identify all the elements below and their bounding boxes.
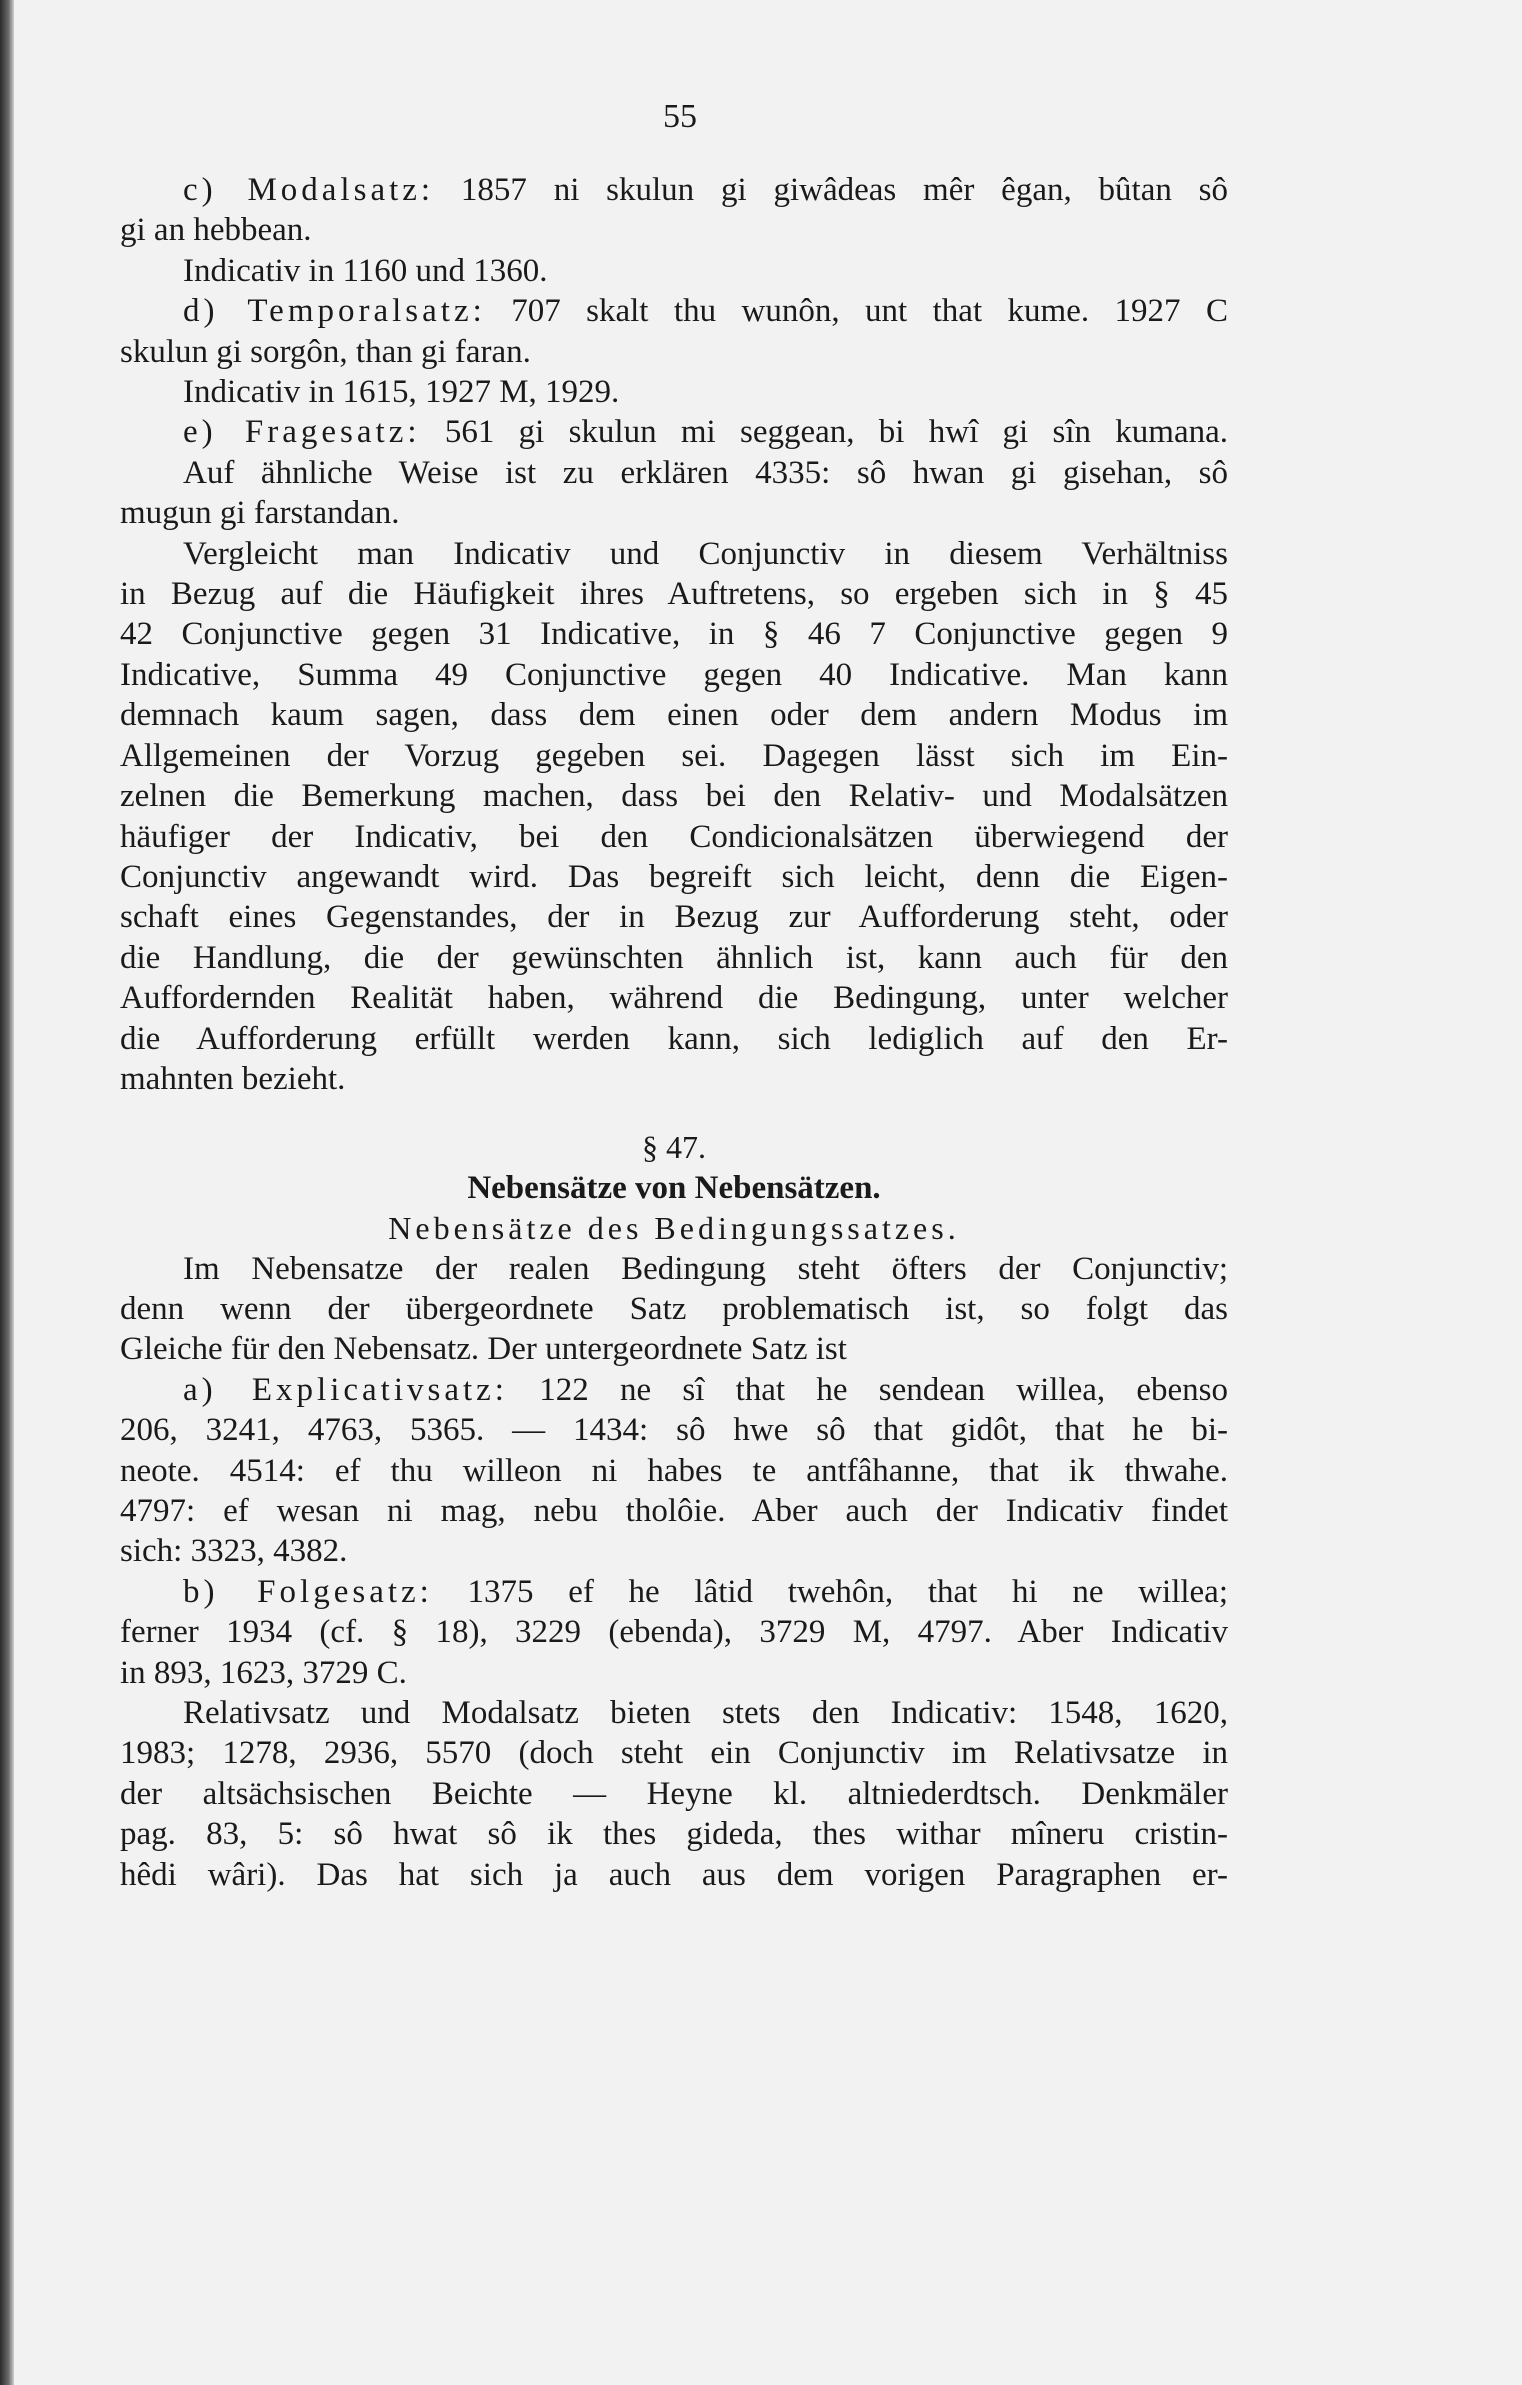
- text-line: Auf ähnliche Weise ist zu erklären 4335: sô hwan gi gisehan, sô: [183, 454, 1228, 491]
- text-line: mugun gi farstandan.: [120, 495, 400, 532]
- text-line: in 893, 1623, 3729 C.: [120, 1654, 407, 1691]
- text-line: demnach kaum sagen, dass dem einen oder dem andern Modus im: [120, 697, 1228, 734]
- text-line: Indicative, Summa 49 Conjunctive gegen 40 Indicative. Man kann: [120, 656, 1228, 693]
- text-line: denn wenn der übergeordnete Satz problematisch ist, so folgt das: [120, 1290, 1228, 1327]
- modalsatz-label: c) Modalsatz:: [183, 172, 435, 208]
- text-line: Vergleicht man Indicativ und Conjunctiv in diesem Verhältniss: [183, 535, 1228, 572]
- text-line: ferner 1934 (cf. § 18), 3229 (ebenda), 3729 M, 4797. Aber Indicativ: [120, 1614, 1228, 1651]
- text-line: häufiger der Indicativ, bei den Condicionalsätzen überwiegend der: [120, 818, 1228, 855]
- text-line: sich: 3323, 4382.: [120, 1533, 348, 1570]
- text-line: Indicativ in 1615, 1927 M, 1929.: [183, 374, 620, 411]
- text-line: 42 Conjunctive gegen 31 Indicative, in § 46 7 Conjunctive gegen 9: [120, 616, 1228, 653]
- text-line: Im Nebensatze der realen Bedingung steht öfters der Conjunctiv;: [183, 1250, 1228, 1287]
- text-line: Allgemeinen der Vorzug gegeben sei. Dagegen lässt sich im Ein-: [120, 737, 1228, 774]
- section-number: § 47.: [642, 1129, 706, 1166]
- text-line: Auffordernden Realität haben, während die Bedingung, unter welcher: [120, 980, 1228, 1017]
- text-line: der altsächsischen Beichte — Heyne kl. altniederdtsch. Denkmäler: [120, 1775, 1228, 1812]
- folgesatz-example: 1375 ef he lâtid twehôn, that hi ne willea;: [467, 1573, 1228, 1610]
- modalsatz-example: 1857 ni skulun gi giwâdeas mêr êgan, bûtan sô: [460, 172, 1228, 208]
- section-subtitle: Nebensätze des Bedingungssatzes.: [388, 1210, 960, 1247]
- text-line: Indicativ in 1160 und 1360.: [183, 252, 548, 289]
- text-line: die Handlung, die der gewünschten ähnlich ist, kann auch für den: [120, 939, 1228, 976]
- body-text: [120, 170, 1228, 1895]
- fragesatz-line: [120, 412, 1228, 452]
- fragesatz-example: 561 gi skulun mi seggean, bi hwî gi sîn kumana.: [444, 414, 1229, 451]
- text-line: mahnten bezieht.: [120, 1060, 346, 1097]
- modalsatz-line: [120, 170, 1228, 210]
- folgesatz-line: [120, 1572, 1228, 1612]
- book-binding-edge: [0, 0, 14, 2385]
- explicativsatz-example: 122 ne sî that he sendean willea, ebenso: [539, 1371, 1229, 1408]
- text-line: 206, 3241, 4763, 5365. — 1434: sô hwe sô that gidôt, that he bi-: [120, 1412, 1228, 1449]
- text-line: hêdi wâri). Das hat sich ja auch aus dem vorigen Paragraphen er-: [120, 1856, 1228, 1893]
- text-line: zelnen die Bemerkung machen, dass bei den Relativ- und Modalsätzen: [120, 778, 1228, 815]
- explicativsatz-label: a) Explicativsatz:: [183, 1371, 508, 1408]
- text-line: gi an hebbean.: [120, 212, 312, 249]
- text-line: pag. 83, 5: sô hwat sô ik thes gideda, thes withar mîneru cristin-: [120, 1816, 1228, 1853]
- folgesatz-label: b) Folgesatz:: [183, 1573, 433, 1610]
- text-line: in Bezug auf die Häufigkeit ihres Auftretens, so ergeben sich in § 45: [120, 576, 1228, 613]
- text-line: die Aufforderung erfüllt werden kann, sich lediglich auf den Er-: [120, 1020, 1228, 1057]
- temporalsatz-label: d) Temporalsatz:: [183, 293, 486, 330]
- temporalsatz-line: [120, 291, 1228, 331]
- section-title: Nebensätze von Nebensätzen.: [467, 1169, 881, 1206]
- text-line: 1983; 1278, 2936, 5570 (doch steht ein Conjunctiv im Relativsatze in: [120, 1735, 1228, 1772]
- explicativsatz-line: [120, 1370, 1228, 1410]
- text-line: Gleiche für den Nebensatz. Der untergeordnete Satz ist: [120, 1331, 847, 1368]
- text-line: neote. 4514: ef thu willeon ni habes te antfâhanne, that ik thwahe.: [120, 1452, 1228, 1489]
- fragesatz-label: e) Fragesatz:: [183, 414, 421, 451]
- text-line: Relativsatz und Modalsatz bieten stets den Indicativ: 1548, 1620,: [183, 1695, 1228, 1732]
- temporalsatz-example: 707 skalt thu wunôn, unt that kume. 1927 C: [511, 293, 1228, 330]
- text-line: 4797: ef wesan ni mag, nebu tholôie. Aber auch der Indicativ findet: [120, 1493, 1228, 1529]
- page-number: 55: [663, 98, 697, 135]
- text-line: Conjunctiv angewandt wird. Das begreift sich leicht, denn die Eigen-: [120, 858, 1228, 895]
- text-line: skulun gi sorgôn, than gi faran.: [120, 333, 531, 370]
- text-line: schaft eines Gegenstandes, der in Bezug zur Aufforderung steht, oder: [120, 899, 1228, 936]
